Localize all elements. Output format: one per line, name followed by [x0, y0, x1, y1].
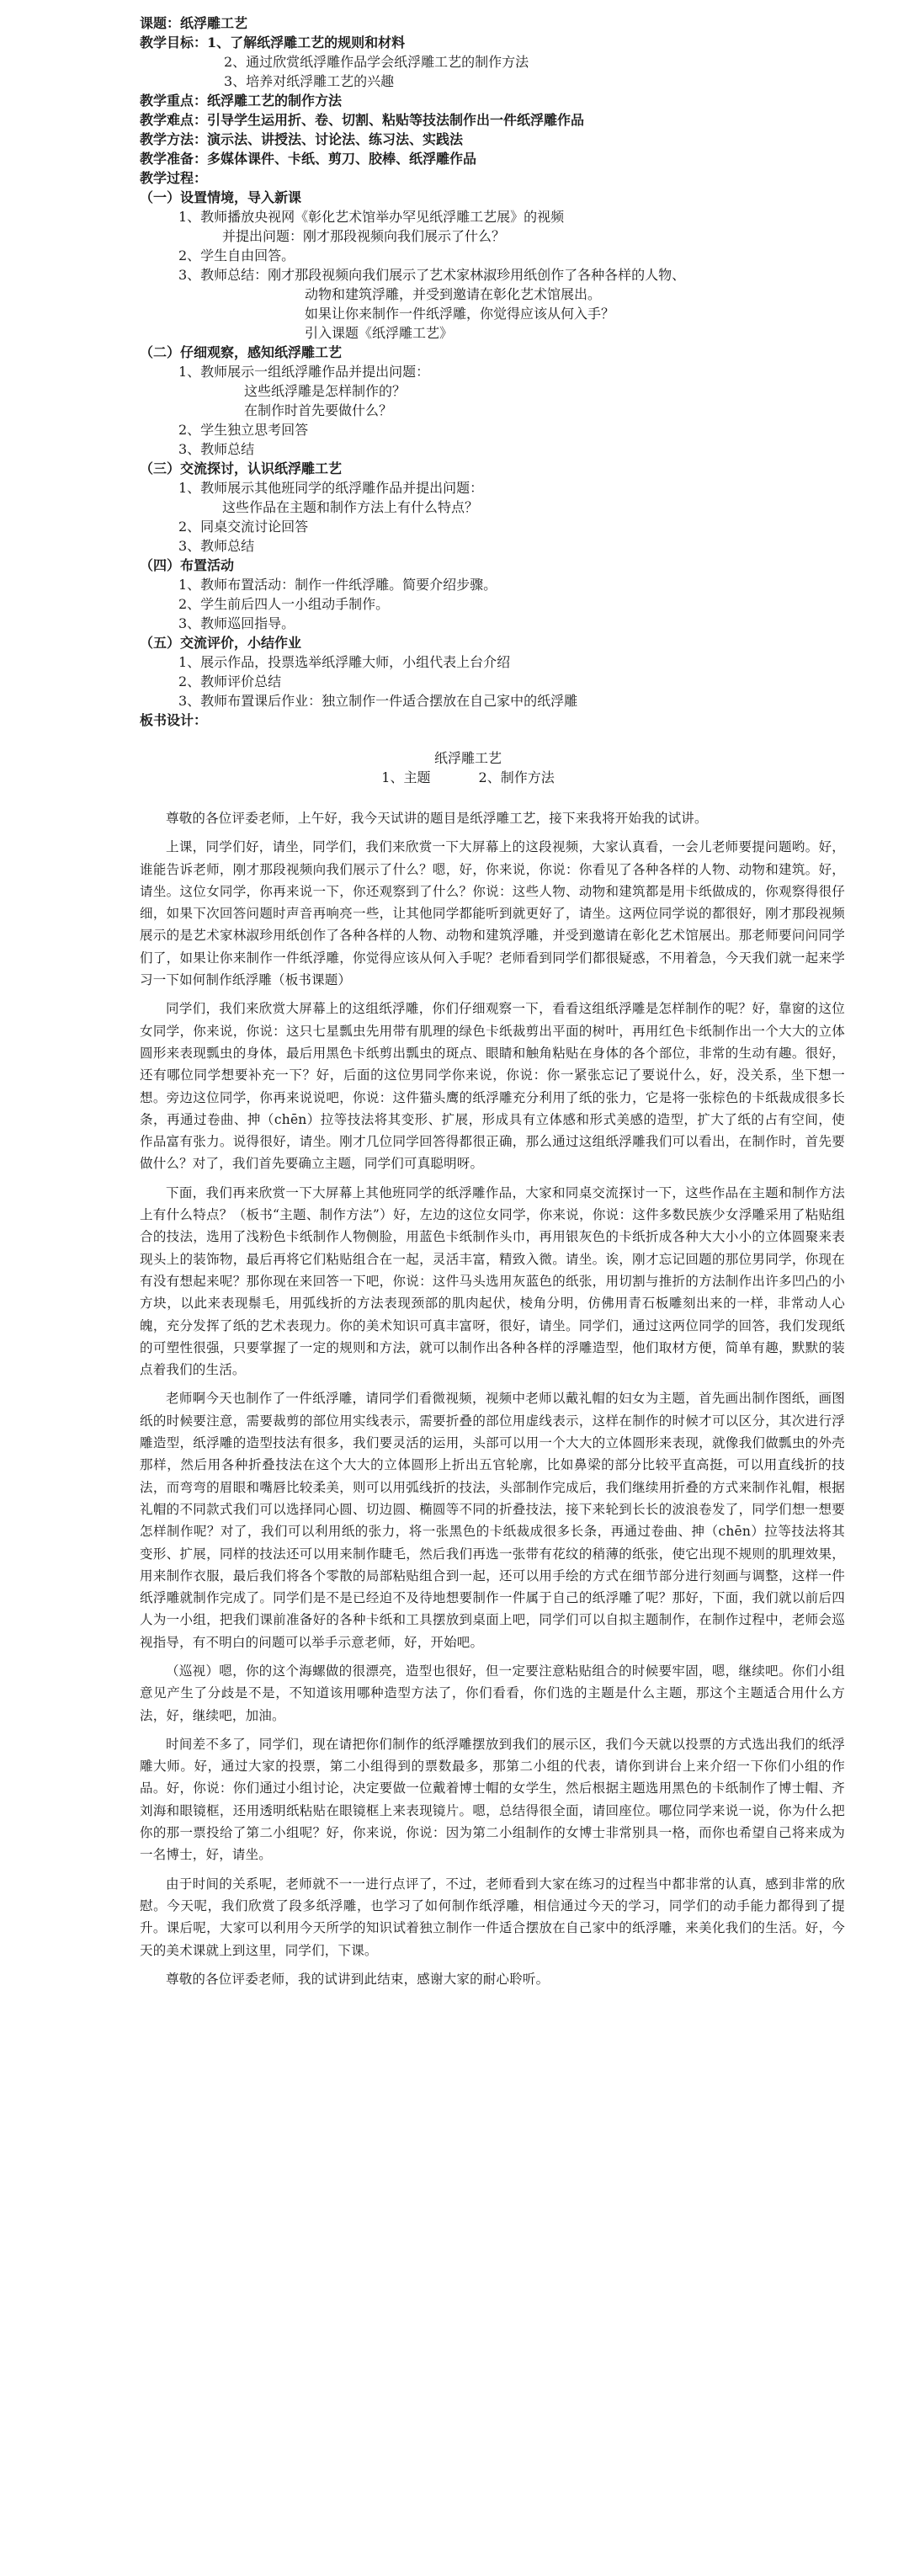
plan-line-step: 1、展示作品，投票选举纸浮雕大师，小组代表上台介绍 — [178, 654, 511, 670]
plan-line-goal: 3、培养对纸浮雕工艺的兴趣 — [224, 73, 395, 89]
plan-line-section: （五）交流评价，小结作业 — [140, 635, 302, 651]
plan-line-step: 在制作时首先要做什么？ — [244, 402, 393, 418]
plan-line-method: 教学方法：演示法、讲授法、讨论法、练习法、实践法 — [140, 131, 464, 147]
plan-line-step: 2、学生前后四人一小组动手制作。 — [178, 596, 390, 612]
script-paragraph: 同学们，我们来欣赏大屏幕上的这组纸浮雕，你们仔细观察一下，看看这组纸浮雕是怎样制作的呢？好，靠窗的这位女同学，你来说，你说：这只七星瓢虫先用带有肌理的绿色卡纸裁剪出平面的树叶，再用红色卡纸制作出一个大大的立体圆形来表现瓢虫的身体，最后用黑色卡纸剪出瓢虫的斑点、眼睛和触角粘贴在身体的各个部位，非常的生动有趣。很好，还有哪位同学想要补充一下？好，后面的这位男同学你来说，你说：你一紧张忘记了要说什么，好，没关系，坐下想一想。旁边这位同学，你再来说说吧，你说：这件猫头鹰的纸浮雕充分利用了纸的张力，它是将一张棕色的卡纸裁成很多长条，再通过卷曲、抻（chēn）拉等技法将其变形、扩展，形成具有立体感和形式美感的造型，扩大了纸的占有空间，使作品富有张力。说得很好，请坐。刚才几位同学回答得都很正确，那么通过这组纸浮雕我们可以看出，在制作时，首先要做什么？对了，我们首先要确立主题，同学们可真聪明呀。 — [140, 1001, 845, 1172]
plan-line-step: 3、教师总结：刚才那段视频向我们展示了艺术家林淑珍用纸创作了各种各样的人物、 — [178, 267, 686, 283]
plan-line-step: 1、教师播放央视网《彰化艺术馆举办罕见纸浮雕工艺展》的视频 — [178, 209, 565, 225]
plan-line-step: 1、教师展示其他班同学的纸浮雕作品并提出问题： — [178, 480, 484, 496]
board-title: 纸浮雕工艺 — [433, 750, 502, 766]
script-paragraph: 时间差不多了，同学们，现在请把你们制作的纸浮雕摆放到我们的展示区，我们今天就以投票的方式选出我们的纸浮雕大师。好，通过大家的投票，第二小组得到的票数最多，那第二小组的代表，请你到讲台上来介绍一下你们小组的作品。好，你说：你们通过小组讨论，决定要做一位戴着博士帽的女学生，然后根据主题选用黑色的卡纸制作了博士帽、齐刘海和眼镜框，还用透明纸粘贴在眼镜框上来表现镜片。嗯，总结得很全面，请回座位。哪位同学来说一说，你为什么把你的那一票投给了第二小组呢？好，你来说，你说：因为第二小组制作的女博士非常别具一格，而你也希望自己将来成为一名博士，好，请坐。 — [140, 1736, 845, 1863]
plan-line-section: （三）交流探讨，认识纸浮雕工艺 — [140, 460, 343, 476]
plan-line-key: 教学重点：纸浮雕工艺的制作方法 — [140, 93, 343, 109]
script-paragraph: 尊敬的各位评委老师，上午好，我今天试讲的题目是纸浮雕工艺，接下来我将开始我的试讲。 — [166, 811, 708, 826]
plan-line-step: 3、教师总结 — [178, 441, 255, 457]
script-paragraph: 上课，同学们好，请坐，同学们，我们来欣赏一下大屏幕上的这段视频，大家认真看，一会儿老师要提问题哟。好，谁能告诉老师，刚才那段视频向我们展示了什么？嗯，好，你来说，你说：你看见了各种各样的人物、动物和建筑。好，请坐。这位女同学，你再来说一下，你还观察到了什么？你说：这些人物、动物和建筑都是用卡纸做成的，你观察得很仔细，如果下次回答问题时声音再响亮一些，让其他同学都能听到就更好了，请坐。这两位同学说的都很好，刚才那段视频展示的是艺术家林淑珍用纸创作了各种各样的人物、动物和建筑浮雕，并受到邀请在彰化艺术馆展出。那老师要问问同学们了，如果让你来制作一件纸浮雕，你觉得应该从何入手呢？老师看到同学们都很疑惑，不用着急，今天我们就一起来学习一下如何制作纸浮雕（板书课题） — [140, 839, 845, 988]
plan-line-step: 这些作品在主题和制作方法上有什么特点？ — [222, 499, 479, 515]
plan-line-section: （二）仔细观察，感知纸浮雕工艺 — [140, 344, 343, 360]
plan-line-goal: 2、通过欣赏纸浮雕作品学会纸浮雕工艺的制作方法 — [224, 54, 529, 70]
plan-line-process: 教学过程： — [140, 170, 208, 186]
script-paragraph: （巡视）嗯，你的这个海螺做的很漂亮，造型也很好，但一定要注意粘贴组合的时候要牢固，嗯，继续吧。你们小组意见产生了分歧是不是，不知道该用哪种造型方法了，你们看看，你们选的主题是什么主题，那这个主题适合用什么方法，好，继续吧，加油。 — [140, 1663, 845, 1723]
plan-line-step: 引入课题《纸浮雕工艺》 — [305, 325, 454, 341]
board-point-theme: 1、主题 — [381, 769, 431, 785]
plan-line-step: 3、教师布置课后作业：独立制作一件适合摆放在自己家中的纸浮雕 — [178, 693, 578, 709]
plan-line-step: 2、学生自由回答。 — [178, 247, 295, 263]
plan-line-section: （四）布置活动 — [140, 557, 235, 573]
plan-line-step: 动物和建筑浮雕，并受到邀请在彰化艺术馆展出。 — [305, 286, 602, 302]
board-points — [140, 768, 796, 787]
script-paragraph: 由于时间的关系呢，老师就不一一进行点评了，不过，老师看到大家在练习的过程当中都非常的认真，感到非常的欣慰。今天呢，我们欣赏了段多纸浮雕，也学习了如何制作纸浮雕，相信通过今天的学习，同学们的动手能力都得到了提升。课后呢，大家可以利用今天所学的知识试着独立制作一件适合摆放在自己家中的纸浮雕，来美化我们的生活。好，今天的美术课就上到这里，同学们，下课。 — [140, 1876, 845, 1958]
plan-line-prep: 教学准备：多媒体课件、卡纸、剪刀、胶棒、纸浮雕作品 — [140, 151, 477, 167]
plan-line-board: 板书设计： — [140, 712, 208, 728]
lecture-script — [140, 807, 857, 1990]
plan-line-step: 3、教师总结 — [178, 538, 255, 554]
plan-line-step: 1、教师布置活动：制作一件纸浮雕。简要介绍步骤。 — [178, 577, 497, 593]
plan-line-section: （一）设置情境，导入新课 — [140, 189, 302, 205]
plan-line-step: 这些纸浮雕是怎样制作的？ — [244, 383, 407, 399]
plan-line-difficulty: 教学难点：引导学生运用折、卷、切割、粘贴等技法制作出一件纸浮雕作品 — [140, 112, 585, 128]
plan-line-step: 并提出问题：刚才那段视频向我们展示了什么？ — [222, 228, 506, 244]
plan-line-goal: 教学目标：1、了解纸浮雕工艺的规则和材料 — [140, 35, 406, 51]
plan-line-step: 3、教师巡回指导。 — [178, 615, 295, 631]
script-paragraph: 尊敬的各位评委老师，我的试讲到此结束，感谢大家的耐心聆听。 — [166, 1971, 550, 1987]
plan-line-step: 如果让你来制作一件纸浮雕，你觉得应该从何入手？ — [305, 306, 615, 322]
board-point-method: 2、制作方法 — [478, 769, 555, 785]
script-paragraph: 下面，我们再来欣赏一下大屏幕上其他班同学的纸浮雕作品，大家和同桌交流探讨一下，这些作品在主题和制作方法上有什么特点？（板书“主题、制作方法”）好，左边的这位女同学，你来说，你说：这件多数民族少女浮雕采用了粘贴组合的技法，选用了浅粉色卡纸制作人物侧脸，用蓝色卡纸制作头巾，再用银灰色的卡纸折成各种大大小小的立体圆聚来表现头上的装饰物，最后再将它们粘贴组合在一起，灵活丰富，精致入微。请坐。诶，刚才忘记回题的那位男同学，你现在有没有想起来呢？那你现在来回答一下吧，你说：这件马头选用灰蓝色的纸张，用切割与推折的方法制作出许多凹凸的小方块，以此来表现鬃毛，用弧线折的方法表现颈部的肌肉起伏，棱角分明，仿佛用青石板雕刻出来的一样，非常动人心魄，充分发挥了纸的艺术表现力。你的美术知识可真丰富呀，很好，请坐。同学们，通过这两位同学的回答，我们发现纸的可塑性很强，只要掌握了一定的规则和方法，就可以制作出各种各样的浮雕造型，他们取材方便，简单有趣，默默的装点着我们的生活。 — [140, 1184, 845, 1378]
lesson-plan — [140, 13, 857, 730]
script-paragraph: 老师啊今天也制作了一件纸浮雕，请同学们看微视频，视频中老师以戴礼帽的妇女为主题，首先画出制作图纸，画图纸的时候要注意，需要裁剪的部位用实线表示，需要折叠的部位用虚线表示，这样在制作的时候才可以区分，其次进行浮雕造型，纸浮雕的造型技法有很多，我们要灵活的运用，头部可以用一个大大的立体圆形来表现，就像我们做瓢虫的外壳那样，然后用各种折叠技法在这个大大的立体圆形上折出五官轮廓，比如鼻梁的部分比较平直高挺，可以用直线折的技法，而弯弯的眉眼和嘴唇比较柔美，则可以用弧线折的技法，头部制作完成后，我们继续用折叠的方式来制作礼帽，根据礼帽的不同款式我们可以选择同心圆、切边圆、椭圆等不同的折叠技法，接下来轮到长长的波浪卷发了，同学们想一想要怎样制作呢？对了，我们可以利用纸的张力，将一张黑色的卡纸裁成很多长条，再通过卷曲、抻（chēn）拉等技法将其变形、扩展，同样的技法还可以用来制作睫毛，然后我们再选一张带有花纹的稍薄的纸张，使它出现不规则的肌理效果，用来制作衣服，最后我们将各个零散的局部粘贴组合到一起，还可以用手绘的方式在细节部分进行刻画与调整，这样一件纸浮雕就制作完成了。同学们是不是已经迫不及待地想要制作一件属于自己的纸浮雕了呢？那好，下面，我们就以前后四人为一小组，把我们课前准备好的各种卡纸和工具摆放到桌面上吧，同学们可以自拟主题制作，在制作过程中，老师会巡视指导，有不明白的问题可以举手示意老师，好，开始吧。 — [140, 1391, 845, 1650]
plan-line-step: 1、教师展示一组纸浮雕作品并提出问题： — [178, 364, 430, 380]
plan-line-step: 2、学生独立思考回答 — [178, 422, 309, 438]
plan-line-title: 课题：纸浮雕工艺 — [140, 15, 248, 31]
plan-line-step: 2、同桌交流讨论回答 — [178, 519, 309, 535]
plan-line-step: 2、教师评价总结 — [178, 673, 282, 689]
